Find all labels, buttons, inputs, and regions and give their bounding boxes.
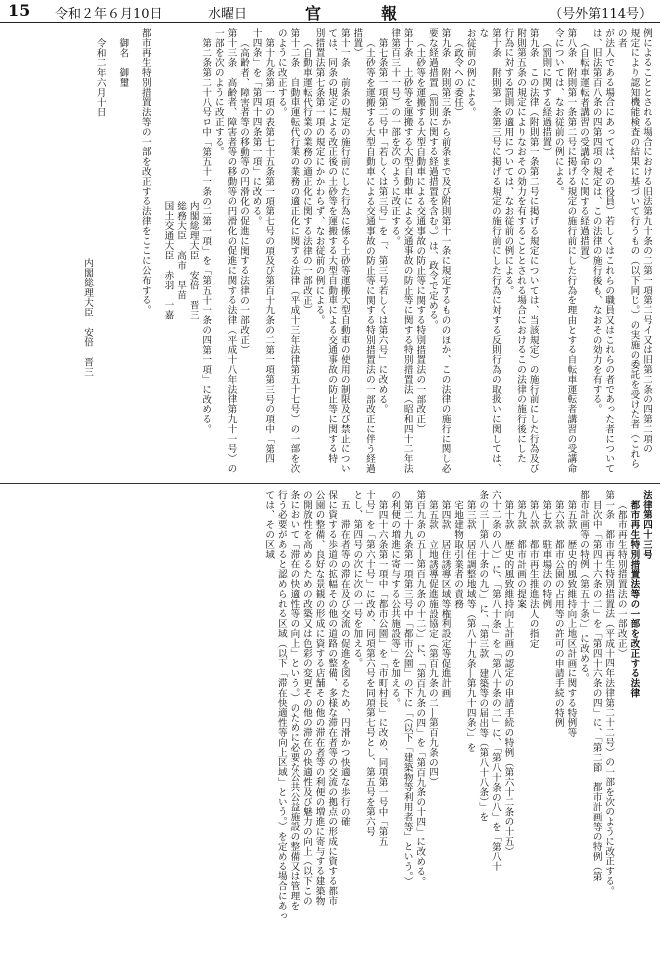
weekday: 水曜日 bbox=[208, 7, 248, 22]
paragraph: 第十二条 自動車運転代行業の業務の適正化に関する法律（平成十三年法律第五十七号）の一部を次 bbox=[288, 28, 300, 474]
signature-name: 安倍 晋三 bbox=[82, 327, 94, 378]
paragraph: は、旧法第百八条の四第四項の規定は、この法律の施行後も、なおその効力を有する。 bbox=[590, 28, 602, 415]
paragraph: （罰則に関する経過措置） bbox=[540, 37, 552, 157]
paragraph: 条の三―第八十条の九）」に、「第三款 建築等の届出等（第八十八条）」を bbox=[477, 490, 489, 823]
paragraph: 第十款 歴史的風致維持向上計画の認定の申請手続の特例（第六十二条の十五） bbox=[502, 499, 514, 856]
paragraph: （自動車運転代行業の業務の適正化に関する法律の一部改正） bbox=[300, 37, 312, 315]
paragraph: 六十二条の八）」に、「第八十条」を「第八十条の二」に、「第八十条の八」を「第八十 bbox=[489, 490, 501, 872]
signature-office: 国土交通大臣 bbox=[162, 200, 174, 261]
signature-name: 高市 早苗 bbox=[175, 250, 187, 300]
promulgation-date: 令和二年六月十日 bbox=[94, 37, 106, 117]
paragraph: 第八条 附則第一条第二号に掲げる規定の施行前にした行為を理由とする自転車運転者講習の受講命 bbox=[565, 28, 577, 474]
signature-name: 安倍 晋三 bbox=[187, 270, 199, 320]
spacer bbox=[151, 28, 161, 478]
paragraph: のように改正する。 bbox=[275, 28, 287, 118]
paragraph: 第八款 都市再生推進法人の指定 bbox=[527, 499, 539, 649]
gazette-title: 官 報 bbox=[305, 4, 420, 23]
paragraph: お従前の例による。 bbox=[464, 28, 476, 118]
paragraph: 第七款 駐車場法の特例 bbox=[540, 499, 552, 609]
paragraph: 第七条第一項第二号中「若しくは第三号」を「、第三号若しくは第六号」に改める。 bbox=[376, 37, 388, 414]
top-section bbox=[8, 28, 652, 478]
paragraph: 第十三条 高齢者、障害者等の移動等の円滑化の促進に関する法律（平成十八年法律第九十一号）の bbox=[225, 28, 237, 474]
paragraph: の開放性を高めるための改築又は色彩の変更その他の滞在の快適性及び魅力の向上（以下この bbox=[300, 490, 312, 906]
issue-date: 令和２年６月10日 bbox=[55, 7, 163, 22]
paragraph: 行う必要があると認められる区域（以下「滞在快適性等向上区域」という。）を定める場合にあっ bbox=[275, 490, 287, 921]
paragraph: 規定により認知機能検査の結果に基づいて行うもの（以下同じ。）の実施の委託を受けた者（これらの者 bbox=[615, 28, 640, 469]
paragraph: （土砂等を運搬する大型自動車による交通事故の防止等に関する特別措置法の一部改正に伴う経過 bbox=[363, 37, 375, 474]
paragraph: ては、同条の規定による改正後の土砂等を運搬する大型自動車による交通事故の防止等に関する特 bbox=[326, 28, 338, 464]
paragraph: 第六款 都市公園の占用等の許可の申請手続の特例 bbox=[552, 499, 564, 728]
law-name: 都市再生特別措置法等の一部を改正する法律 bbox=[628, 499, 640, 698]
paragraph: 附則第五条の規定によりなおその効力を有することとされる場合におけるこの法律の施行後にした bbox=[515, 28, 527, 464]
gazette-header bbox=[0, 0, 660, 23]
paragraph: 律第百三十一号）の一部を次のように改正する。 bbox=[389, 28, 401, 246]
paragraph: 十号」を「第六十号」に改め、同項第六号を同項第七号とし、第五号を第六号 bbox=[363, 490, 375, 837]
promulgation-text: 都市再生特別措置法等の一部を改正する法律をここに公布する。 bbox=[139, 28, 151, 316]
paragraph: 第十一条 前条の規定の施行前にした行為に係る土砂等運搬大型自動車の使用の制限及び禁止につい bbox=[338, 28, 350, 474]
paragraph: 第十条 土砂等を運搬する大型自動車による交通事故の防止等に関する特別措置法（昭和四十二年法 bbox=[401, 28, 413, 474]
signature-office: 総務大臣 bbox=[175, 200, 187, 241]
paragraph: 目次中「第四十六条の二」を「第四十六条の四」に、「第二節 都市計画等の特例（第 bbox=[590, 499, 602, 881]
paragraph: 第十九条第一項の表第七十五条第一項第七号の項及び第百十九条の二第一項第三号の項中「第四 bbox=[263, 37, 275, 464]
spacer bbox=[106, 28, 116, 478]
paragraph: 都市計画等の特例（第五十条）」に改める。 bbox=[578, 490, 590, 684]
paragraph: 一部を次のように改正する。 bbox=[212, 28, 224, 157]
issue-number: （号外第114号） bbox=[549, 7, 652, 22]
section-divider bbox=[0, 483, 660, 484]
paragraph: 第三款 居住調整地域等（第八十九条―第九十四条）」を bbox=[464, 499, 476, 753]
law-number: 法律第四十三号 bbox=[641, 490, 652, 560]
signature-line bbox=[186, 28, 199, 478]
paragraph: 条において「滞在の快適性等の向上」という。）のために必要な公共公益施設の整備又は管理を bbox=[288, 490, 300, 911]
paragraph: 宅地建物取引業者の責務 bbox=[452, 499, 464, 609]
paragraph: （高齢者、障害者等の移動等の円滑化の促進に関する法律の一部改正） bbox=[238, 37, 249, 355]
paragraph: （土砂等を運搬する大型自動車による交通事故の防止等に関する特別措置法の一部改正） bbox=[414, 37, 426, 434]
paragraph: 令については、なお従前の例による。 bbox=[552, 28, 564, 197]
paragraph: とし、第四号の次に次の一号を加える。 bbox=[351, 490, 363, 669]
bottom-section bbox=[8, 490, 652, 948]
paragraph: の利便の増進に寄与する公共施設等」を加える。 bbox=[389, 490, 401, 708]
paragraph: 第十条 附則第一条第三号に掲げる規定の施行前にした行為に対する反則行為の取扱いに関しては、な bbox=[477, 28, 501, 474]
signature-line bbox=[161, 28, 174, 478]
paragraph: 行為に対する罰則の適用については、なお従前の例による。 bbox=[502, 28, 514, 296]
paragraph: 保に資する歩道の拡幅その他の道路の整備、多様な滞在者等の交流の拠点の形成に資する都市 bbox=[326, 490, 338, 906]
page-number: 15 bbox=[8, 1, 31, 20]
spacer bbox=[128, 28, 138, 478]
signature-office: 内閣総理大臣 bbox=[187, 200, 199, 261]
paragraph: 五 滞在者等の滞在及び交流の促進を図るため、円滑かつ快適な歩行の確 bbox=[338, 499, 350, 827]
paragraph: 第百九条の五―第百九条の十二）」に、「第百九条の四」を「第百九条の十四」に改める。 bbox=[414, 490, 426, 887]
paragraph: 第二十九条第一項第三号中「都市公園」の下に「（以下「建築物等利用者等」という。） bbox=[401, 499, 413, 886]
paragraph: 第九款 都市計画の提案 bbox=[515, 499, 527, 609]
imperial-seal: 御名 御璽 bbox=[117, 37, 129, 88]
paragraph: 第四十六条第一項中「都市公園」を「市町村長」に改め、同項第一号中「第五 bbox=[376, 499, 388, 847]
paragraph: ては、その区域 bbox=[263, 490, 275, 560]
paragraph: 第五款 立地誘導促進施設協定（第百九条の二―第百九条の四） bbox=[426, 499, 438, 787]
paragraph: 要な経過措置（罰則に関する経過措置を含む。）は、政令で定める。 bbox=[426, 28, 438, 331]
paragraph: 措置） bbox=[351, 28, 363, 58]
paragraph: 公園の整備、良好な景観の形成に資する店舗その他の滞在者等の利便の増進に寄与する建築物 bbox=[313, 490, 325, 906]
paragraph: 十四条」を「第四十四条第一項」に改める。 bbox=[250, 28, 262, 226]
paragraph: （都市再生特別措置法の一部改正） bbox=[615, 499, 627, 658]
paragraph: 第一条 都市再生特別措置法（平成十四年法律第二十二号）の一部を次のように改正する。 bbox=[603, 490, 615, 896]
signature-line bbox=[173, 28, 186, 478]
paragraph: 第九条 この法律（附則第一条第二号に掲げる規定については、当該規定）の施行前にした行為及び bbox=[527, 28, 539, 474]
paragraph: 第九条 附則第三条から前条まで及び附則第十一条に規定するもののほか、この法律の施行に関し必 bbox=[439, 28, 451, 474]
paragraph: が法人である場合にあっては、その役員）若しくはこれらの職員又はこれらの者であった者について bbox=[603, 28, 615, 474]
paragraph: （政令への委任） bbox=[452, 37, 464, 117]
signature-name: 赤羽 一嘉 bbox=[162, 270, 174, 320]
paragraph: 第五款 歴史的風致維持向上地区計画に関する特例等 bbox=[565, 499, 577, 738]
paragraph: 別措置法第七条第一項の規定にかかわらず、なお従前の例による。 bbox=[313, 28, 325, 325]
paragraph: （自転車運転者講習の受講命令に関する経過措置） bbox=[578, 37, 590, 266]
paragraph: 第二条第二十八号ロ中「第五十一条の二第一項」を「第五十一条の四第一項」に改める。 bbox=[200, 37, 212, 434]
signature-office: 内閣総理大臣 bbox=[82, 258, 94, 318]
paragraph: 例によることとされる場合における旧法第九十条の二第一項第二号イ又は旧第二条の四第二項の bbox=[641, 28, 652, 454]
prime-minister-signature bbox=[80, 28, 93, 478]
paragraph: 第四款 居住誘導区域等権利設定等促進計画 bbox=[439, 499, 451, 698]
